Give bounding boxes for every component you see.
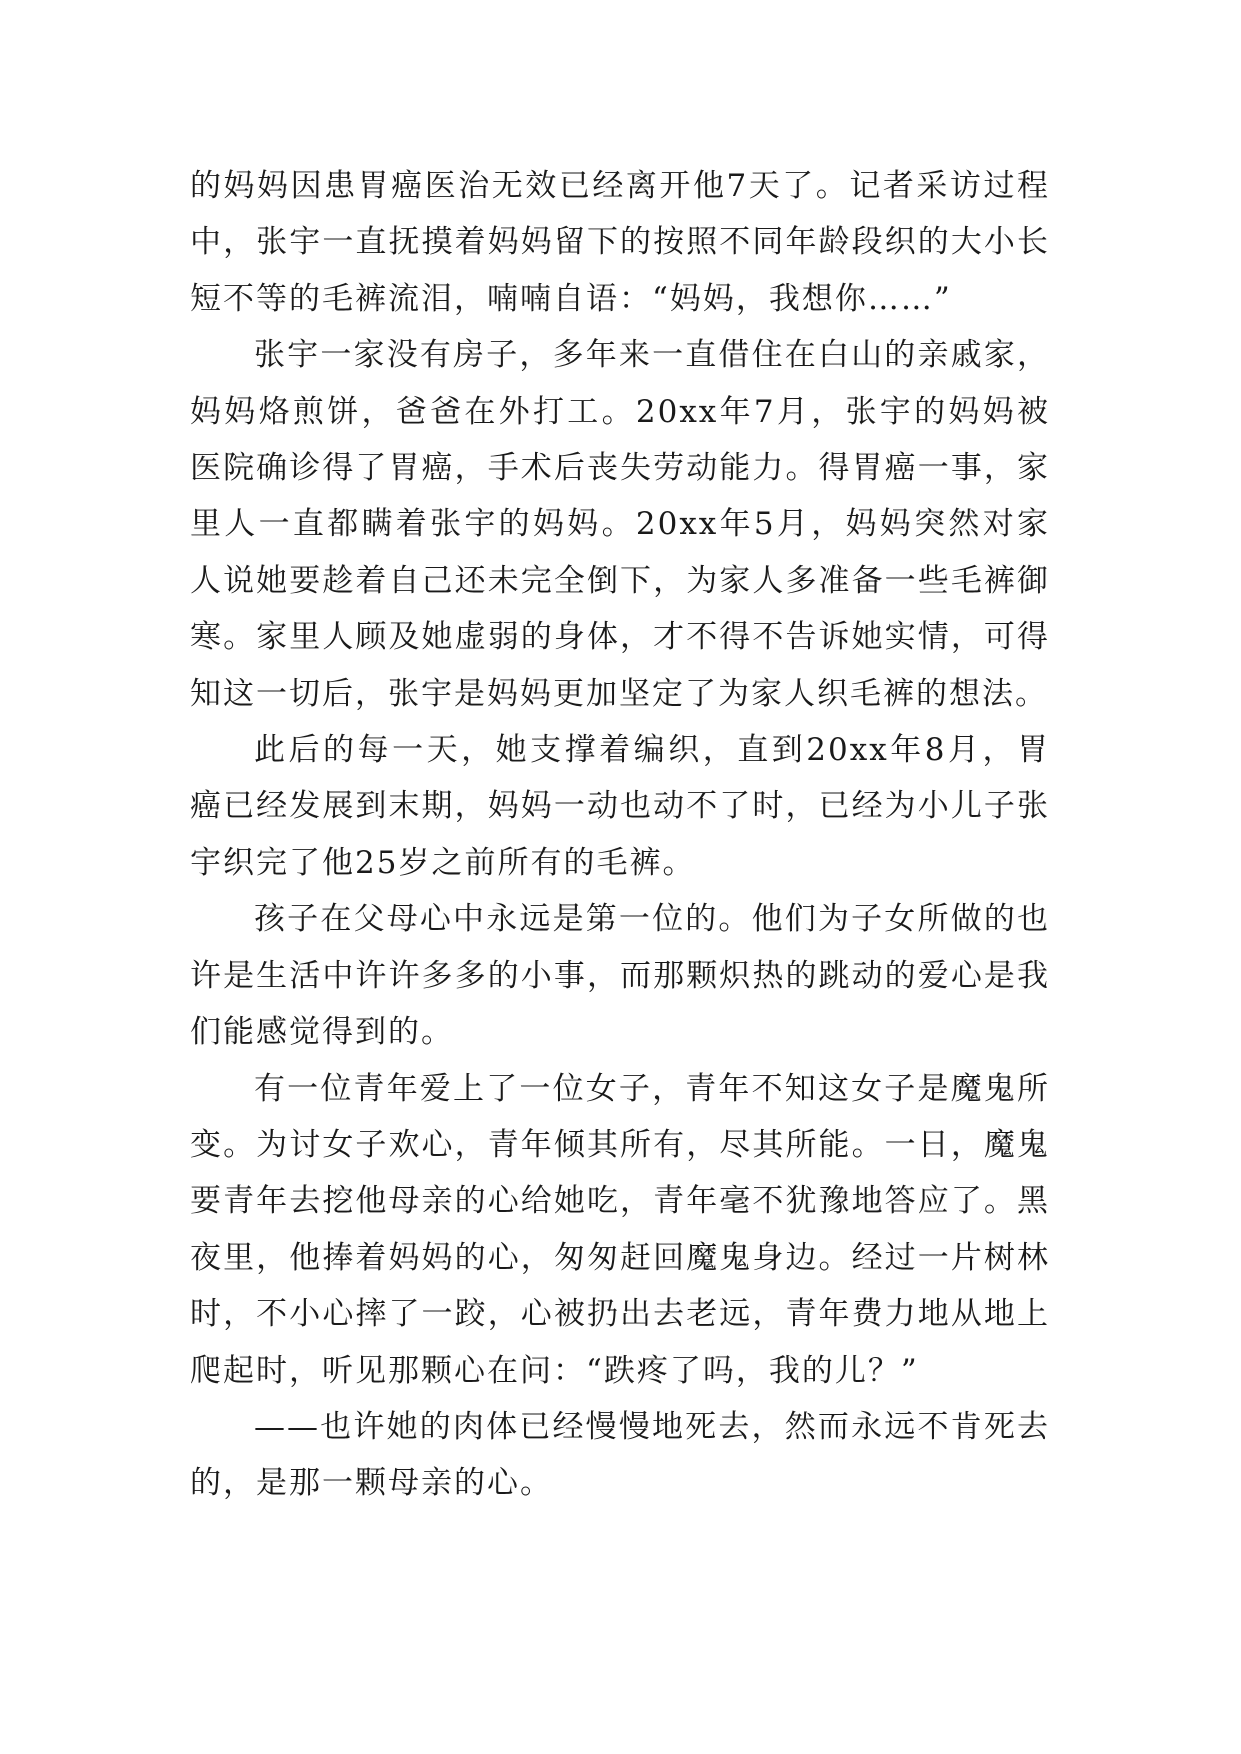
paragraph-1: 的妈妈因患胃癌医治无效已经离开他7天了。记者采访过程中，张宇一直抚摸着妈妈留下的按照不同年龄段织的大小长短不等的毛裤流泪，喃喃自语：“妈妈，我想你……” (190, 168, 1050, 317)
paragraph-2: 张宇一家没有房子，多年来一直借住在白山的亲戚家，妈妈烙煎饼，爸爸在外打工。20xx年7月，张宇的妈妈被医院确诊得了胃癌，手术后丧失劳动能力。得胃癌一事，家里人一直都瞒着张宇的妈妈。20xx年5月，妈妈突然对家人说她要趁着自己还未完全倒下，为家人多准备一些毛裤御寒。家里人顾及她虚弱的身体，才不得不告诉她实情，可得知这一切后，张宇是妈妈更加坚定了为家人织毛裤的想法。 (190, 337, 1050, 712)
paragraph-5: 有一位青年爱上了一位女子，青年不知这女子是魔鬼所变。为讨女子欢心，青年倾其所有，尽其所能。一日，魔鬼要青年去挖他母亲的心给她吃，青年毫不犹豫地答应了。黑夜里，他捧着妈妈的心，匆匆赶回魔鬼身边。经过一片树林时，不小心摔了一跤，心被扔出去老远，青年费力地从地上爬起时，听见那颗心在问：“跌疼了吗，我的儿？” (190, 1070, 1050, 1389)
paragraph-4: 孩子在父母心中永远是第一位的。他们为子女所做的也许是生活中许许多多的小事，而那颗炽热的跳动的爱心是我们能感觉得到的。 (190, 901, 1050, 1051)
paragraph-6: ——也许她的肉体已经慢慢地死去，然而永远不肯死去的，是那一颗母亲的心。 (190, 1408, 1050, 1502)
document-body (190, 158, 1050, 1512)
paragraph-3: 此后的每一天，她支撑着编织，直到20xx年8月，胃癌已经发展到末期，妈妈一动也动不了时，已经为小儿子张宇织完了他25岁之前所有的毛裤。 (190, 732, 1050, 881)
